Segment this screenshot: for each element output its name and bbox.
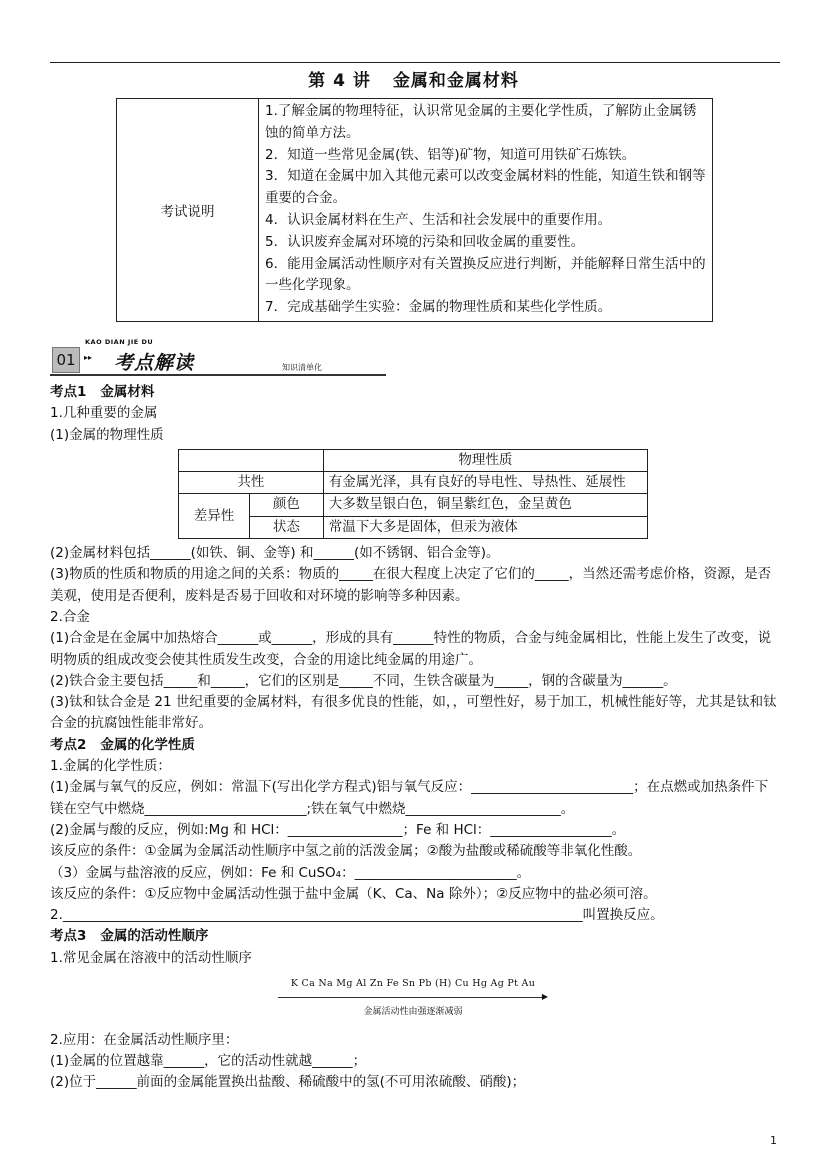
chem-2: (2)金属与酸的反应，例如:Mg 和 HCl：_________________；Fe 和 HCl：__________________。 (50, 821, 626, 838)
activity-series-diagram (278, 973, 548, 1024)
activity-series-metals: K Ca Na Mg Al Zn Fe Sn Pb (H) Cu Hg Ag Pt Au (290, 978, 536, 990)
lesson-title: 金属和金属材料 (392, 71, 519, 91)
exam-item: 6．能用金属活动性顺序对有关置换反应进行判断，并能解释日常生活中的一些化学现象。 (265, 255, 706, 294)
lesson-number: 第 4 讲 (308, 71, 371, 91)
kp1-section-1a: (1)金属的物理性质 (50, 426, 164, 443)
arrow-head-icon: ▶ (541, 992, 548, 1002)
table-header: 物理性质 (323, 449, 647, 471)
main-content (50, 382, 780, 1094)
activity-series-arrow (278, 994, 548, 1002)
kp2-title: 金属的化学性质 (100, 736, 195, 753)
diff-value: 常温下大多是固体，但汞为液体 (323, 516, 647, 538)
kp1-heading (50, 382, 780, 403)
banner-underline (50, 374, 386, 376)
exam-item: 5．认识废弃金属对环境的污染和回收金属的重要性。 (265, 233, 585, 250)
banner-pinyin: KAO DIAN JIE DU (85, 338, 154, 346)
kp1-section-2: 2.合金 (50, 608, 90, 625)
kp1-title: 金属材料 (100, 384, 155, 400)
page-number: 1 (770, 1134, 777, 1147)
exam-items (259, 99, 713, 322)
chem-3-condition: 该反应的条件：①反应物中金属活动性强于盐中金属（K、Ca、Na 除外）；②反应物中的盐必须可溶。 (50, 885, 657, 902)
kp1-section-1: 1.几种重要的金属 (50, 405, 158, 422)
exam-item: 4．认识金属材料在生产、生活和社会发展中的重要作用。 (265, 211, 612, 228)
kp3-heading (50, 926, 780, 947)
common-value: 有金属光泽，具有良好的导电性、导热性、延展性 (323, 472, 647, 494)
activity-series-caption: 金属活动性由强逐渐减弱 (363, 1007, 463, 1018)
usage-2: (2)位于______前面的金属能置换出盐酸、稀硫酸中的氢(不可用浓硫酸、硝酸)； (50, 1074, 526, 1091)
section-banner (50, 338, 386, 378)
usage-1: (1)金属的位置越靠______，它的活动性就越______； (50, 1052, 367, 1069)
kp2-section-1: 1.金属的化学性质： (50, 758, 171, 775)
alloy-1: (1)合金是在金属中加热熔合______或______，形成的具有______特性的物质，合金与纯金属相比，性能上发生了改变，说明物质的组成改变会使其性质发生改变，合金的用途比纯金属的用途广。 (50, 630, 772, 668)
kp2-label: 考点2 (50, 736, 87, 753)
banner-number: 01 (52, 347, 80, 373)
kp1-p3: (3)物质的性质和物质的用途之间的关系：物质的_____在很大程度上决定了它们的_____，当然还需考虑价格，资源，是否美观，使用是否便利，废料是否易于回收和对环境的影响等多种因素。 (50, 566, 772, 604)
diff-value: 大多数呈银白色，铜呈紫红色，金呈黄色 (323, 494, 647, 516)
exam-label: 考试说明 (117, 99, 259, 322)
kp1-p2: (2)金属材料包括______(如铁、铜、金等) 和______(如不锈钢、铝合金等)。 (50, 545, 500, 562)
alloy-3: (3)钛和钛合金是 21 世纪重要的金属材料，有很多优良的性能，如，，可塑性好，易于加工，机械性能好等，尤其是钛和钛合金的抗腐蚀性能非常好。 (50, 694, 777, 732)
exam-requirements-table (116, 98, 713, 322)
table-corner (179, 449, 324, 471)
alloy-2: (2)铁合金主要包括_____和_____，它们的区别是_____不同，生铁含碳量为_____，钢的含碳量为______。 (50, 672, 677, 689)
physical-properties-table (178, 449, 648, 539)
kp3-title: 金属的活动性顺序 (100, 928, 209, 945)
double-arrow-icon: ▸▸ (84, 353, 93, 362)
banner-title: 考点解读 (114, 352, 195, 374)
chem-2-condition: 该反应的条件：①金属为金属活动性顺序中氢之前的活泼金属；②酸为盐酸或稀硫酸等非氧化性酸。 (50, 843, 642, 860)
kp2-heading (50, 735, 780, 756)
diff-key: 状态 (250, 516, 324, 538)
banner-subtitle: 知识清单化 (282, 363, 322, 372)
kp2-section-2: 2._____________________________________________________________________________叫置换反应。 (50, 907, 664, 924)
kp3-section-1: 1.常见金属在溶液中的活动性顺序 (50, 949, 252, 966)
exam-item: 3．知道在金属中加入其他元素可以改变金属材料的性能，知道生铁和钢等重要的合金。 (265, 168, 706, 207)
kp1-label: 考点1 (50, 384, 87, 400)
kp3-section-2: 2.应用：在金属活动性顺序里： (50, 1031, 239, 1048)
exam-item: 7．完成基础学生实验：金属的物理性质和某些化学性质。 (265, 299, 612, 316)
exam-item: 2．知道一些常见金属(铁、铝等)矿物，知道可用铁矿石炼铁。 (265, 146, 636, 163)
diff-label: 差异性 (179, 494, 250, 539)
chem-1: (1)金属与氧气的反应，例如：常温下(写出化学方程式)铝与氧气反应：________________________；在点燃或加热条件下镁在空气中燃烧________________________;铁在氧气中燃烧_______________________。 (50, 779, 769, 817)
chem-3: （3）金属与盐溶液的反应，例如：Fe 和 CuSO₄：________________________。 (50, 864, 531, 881)
exam-item: 1.了解金属的物理特征，认识常见金属的主要化学性质，了解防止金属锈蚀的简单方法。 (265, 103, 697, 141)
page-title (0, 66, 827, 91)
diff-key: 颜色 (250, 494, 324, 516)
header-rule (50, 62, 780, 63)
kp3-label: 考点3 (50, 928, 87, 945)
common-label: 共性 (179, 472, 324, 494)
